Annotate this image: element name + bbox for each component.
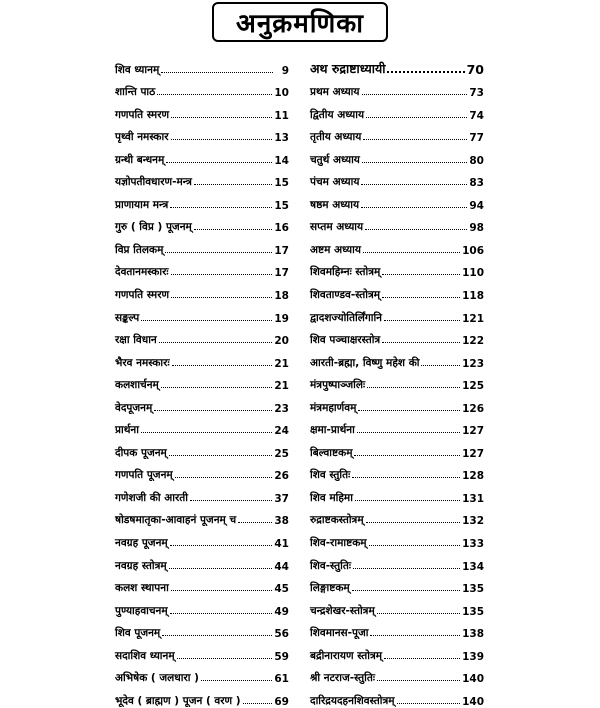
toc-entry-title: षोडषमातृका-आवाहनं पूजनम् च [115,514,237,527]
toc-page-number: 26 [274,470,289,483]
toc-page-number: 133 [462,538,484,551]
toc-page-number: 14 [274,154,289,167]
toc-entry-title: नवग्रह स्तोत्रम् [115,559,167,572]
dot-leader [161,72,273,73]
toc-entry [115,685,289,708]
dot-leader [397,703,461,704]
toc-entry [115,415,289,438]
toc-page-number: 70 [466,61,484,77]
toc-entry [115,77,289,100]
toc-page-number: 19 [274,312,289,325]
dot-leader [172,365,273,366]
toc-entry-title: दारिद्रयदहनशिवस्तोत्रम् [310,694,395,707]
toc-page-number: 140 [462,695,484,708]
toc-entry-title: कलश स्थापना [115,582,169,595]
dot-leader [384,320,460,321]
toc-entry-title: शिव पूजनम् [115,627,161,640]
dot-leader [243,703,273,704]
dot-leader [170,613,273,614]
dot-leader [362,94,468,95]
toc-entry [310,234,484,257]
toc-page-number: 83 [469,177,484,190]
toc-entry-title: शिव-स्तुतिः [310,559,351,572]
toc-entry [115,460,289,483]
toc-entry-title: शिव पञ्चाक्षरस्तोत्र [310,334,381,347]
dot-leader [194,184,272,185]
dot-leader [166,162,272,163]
toc-page-number: 25 [274,447,289,460]
toc-page-number: 9 [281,64,289,77]
dot-leader [362,162,467,163]
dot-leader [352,477,460,478]
toc-page-number: 139 [462,650,484,663]
toc-page-number: 49 [274,605,289,618]
toc-entry [115,234,289,257]
dot-leader [367,387,460,388]
toc-page-number: 127 [462,425,484,438]
dot-leader [190,500,272,501]
toc-entry [310,505,484,528]
toc-entry-title: क्षमा-प्रार्थना [310,424,355,437]
toc-entry-title: शिवमानस-पूजा [310,627,369,640]
toc-entry [115,144,289,167]
toc-entry [310,527,484,550]
toc-entry [310,77,484,100]
toc-entry [115,54,289,77]
dot-leader [238,522,272,523]
toc-entry-title: रक्षा विधान [115,334,157,347]
dot-leader [201,680,272,681]
toc-entry [115,595,289,618]
toc-section-heading [310,54,484,77]
dot-leader [354,455,460,456]
toc-entry-title: प्रार्थना [115,424,139,437]
toc-entry [115,505,289,528]
toc-entry [310,550,484,573]
toc-page-number: 69 [274,695,289,708]
page-title: अनुक्रमणिका [212,2,388,42]
dot-leader [177,658,273,659]
toc-page-number: 118 [462,290,484,303]
toc-page-number: 23 [274,402,289,415]
toc-page-number: 135 [462,605,484,618]
toc-entry-title: गणेशजी की आरती [115,491,188,504]
toc-entry [115,550,289,573]
toc-page-number: 11 [274,109,289,122]
toc-entry-title: षष्ठम अध्याय [310,198,360,211]
toc-entry [310,347,484,370]
toc-page-number: 17 [274,244,289,257]
toc-entry-title: कलशार्चनम् [115,379,159,392]
dot-leader [194,229,273,230]
toc-page-number: 59 [274,650,289,663]
toc-page-number: 21 [274,380,289,393]
toc-entry [115,618,289,641]
dot-leader [171,590,273,591]
toc-page-number: 13 [274,132,289,145]
toc-page-number: 56 [274,628,289,641]
dot-leader [377,613,460,614]
toc-entry [310,415,484,438]
toc-entry [115,325,289,348]
toc-entry-title: शिव महिमा [310,491,353,504]
dot-leader [161,387,273,388]
toc-entry-title: ग्रन्थी बन्धनम् [115,153,165,166]
toc-page-number: 127 [462,447,484,460]
toc-entry-title: शिव ध्यानम् [115,63,160,76]
toc-entry-title: देवतानमस्कारः [115,266,169,279]
dot-leader [363,139,467,140]
dot-leader [384,658,460,659]
toc-page-number: 24 [274,425,289,438]
toc-entry-title: सप्तम अध्याय [310,221,364,234]
toc-page-number: 21 [274,357,289,370]
toc-entry-title: शिव स्तुतिः [310,469,351,482]
dot-leader [141,320,272,321]
toc-entry [115,573,289,596]
toc-page-number: 126 [462,402,484,415]
toc-entry-title: बद्रीनारायण स्तोत्रम् [310,649,383,662]
toc-entry-title: गुरु ( विप्र ) पूजनम् [115,221,192,234]
dot-leader [355,500,460,501]
toc-entry [115,527,289,550]
toc-page-number: 121 [462,312,484,325]
toc-page-number: 17 [274,267,289,280]
dot-leader [157,94,272,95]
toc-entry-title: विप्र तिलकम् [115,243,164,256]
dot-leader [170,545,273,546]
toc-page-number: 37 [274,492,289,505]
toc-entry [310,167,484,190]
toc-page-number: 140 [462,673,484,686]
toc-entry-title: मंत्रपुष्पाञ्जलिः [310,379,366,392]
toc-entry [310,302,484,325]
toc-page-number: 132 [462,515,484,528]
toc-entry [310,618,484,641]
dot-leader [357,432,460,433]
toc-page-number: 20 [274,335,289,348]
toc-entry-title: आरती-ब्रह्मा, विष्णु महेश की [310,356,420,369]
right-toc-column [310,54,484,708]
toc-page-number: 106 [462,244,484,257]
toc-page-number: 131 [462,492,484,505]
toc-entry-title: दीपक पूजनम् [115,446,167,459]
toc-entry [310,279,484,302]
toc-entry [115,279,289,302]
toc-entry-title: अष्टम अध्याय [310,243,361,256]
dot-leader [382,274,460,275]
toc-page-number: 38 [274,515,289,528]
toc-entry-title: अभिषेक ( जलधारा ) [115,672,199,685]
dot-leader [382,297,460,298]
toc-entry [115,392,289,415]
toc-entry [310,640,484,663]
toc-entry [310,189,484,212]
toc-entry [310,437,484,460]
toc-page-number: 61 [274,673,289,686]
toc-entry [115,482,289,505]
toc-entry [310,370,484,393]
dot-leader [369,545,461,546]
toc-entry-title: भैरव नमस्कारः [115,356,170,369]
dot-leader [170,207,272,208]
toc-entry-title: वेदपूजनम् [115,401,153,414]
toc-entry-title: रुद्राष्टकस्तोत्रम् [310,514,364,527]
toc-entry-title: पंचम अध्याय [310,176,360,189]
toc-entry [310,325,484,348]
toc-page-number: 10 [274,87,289,100]
toc-entry-title: शिव-रामाष्टकम् [310,537,367,550]
toc-entry [310,482,484,505]
toc-entry [115,437,289,460]
toc-entry-title: शिवताण्डव-स्तोत्रम् [310,289,381,302]
dot-leader [365,229,467,230]
toc-entry [115,189,289,212]
toc-page-number: 135 [462,583,484,596]
toc-entry [115,663,289,686]
dot-leader [377,680,460,681]
dot-leader [366,522,460,523]
toc-entry [310,122,484,145]
toc-page-number: 74 [469,109,484,122]
dot-leader [382,342,460,343]
toc-entry [310,595,484,618]
dot-leader [141,432,272,433]
toc-page-number: 128 [462,470,484,483]
toc-page-number: 98 [469,222,484,235]
dot-leader [363,252,460,253]
dot-leader [175,477,273,478]
toc-page-number: 16 [274,222,289,235]
toc-entry-title: प्रथम अध्याय [310,86,360,99]
toc-entry-title: द्वितीय अध्याय [310,108,365,121]
toc-entry-title: प्राणायाम मन्त्र [115,198,169,211]
toc-entry-title: द्वादशज्योतिर्लिंगानि [310,311,383,324]
toc-page-number: 45 [274,583,289,596]
dot-leader [171,274,273,275]
toc-entry [310,392,484,415]
toc-entry [310,144,484,167]
dot-leader [154,410,272,411]
toc-page-number: 123 [462,357,484,370]
toc-page-number: 73 [469,87,484,100]
dot-leader [353,568,460,569]
dot-leader [162,635,272,636]
toc-entry-title: शिवमहिम्नः स्तोत्रम् [310,266,381,279]
toc-entry [115,257,289,280]
toc-entry [310,257,484,280]
dot-leader [361,207,467,208]
dot-leader [361,184,467,185]
toc-entry-title: बिल्वाष्टकम् [310,446,353,459]
toc-page-number: 125 [462,380,484,393]
toc-page-number: 15 [274,177,289,190]
dot-leader [352,590,460,591]
dot-leader [421,365,460,366]
dot-leader [165,252,272,253]
toc-entry-title: सङ्कल्प [115,311,140,324]
toc-page-number: 15 [274,199,289,212]
toc-entry-title: चन्द्रशेखर-स्तोत्रम् [310,604,375,617]
toc-page-number: 41 [274,538,289,551]
dot-leader [358,410,460,411]
toc-entry-title: गणपति पूजनम् [115,469,173,482]
toc-page-number: 44 [274,560,289,573]
toc-entry-title: शान्ति पाठ [115,86,156,99]
toc-entry-title: गणपति स्मरण [115,108,170,121]
toc-entry [115,347,289,370]
toc-page-number: 122 [462,335,484,348]
toc-page-number: 18 [274,290,289,303]
toc-entry-title: सदाशिव ध्यानम् [115,649,175,662]
toc-entry [115,212,289,235]
dot-leader [169,568,273,569]
toc-entry-title: नवग्रह पूजनम् [115,537,168,550]
toc-entry-title: मंत्रमहार्णवम् [310,401,357,414]
toc-page-number: 77 [469,132,484,145]
dot-leader [169,455,273,456]
toc-entry [310,685,484,708]
toc-page-number: 138 [462,628,484,641]
toc-entry-title: गणपति स्मरण [115,289,170,302]
toc-page-number: 134 [462,560,484,573]
toc-entry [115,99,289,122]
toc-entry [115,122,289,145]
dot-leader [387,71,464,73]
toc-page-number: 80 [469,154,484,167]
dot-leader [370,635,460,636]
toc-entry [115,167,289,190]
toc-entry [115,370,289,393]
dot-leader [159,342,273,343]
toc-entry [310,99,484,122]
toc-entry-title: श्री नटराज-स्तुतिः [310,672,375,685]
toc-page-number: 94 [469,199,484,212]
left-toc-column [115,54,289,708]
toc-entry-title: तृतीय अध्याय [310,131,362,144]
toc-entry [310,663,484,686]
toc-entry-title: पुण्याहवाचनम् [115,604,168,617]
toc-entry-title: पृथ्वी नमस्कार [115,131,169,144]
toc-entry-title: भूदेव ( ब्राह्मण ) पूजन ( वरण ) [115,694,241,707]
dot-leader [171,117,272,118]
toc-page-number: 110 [462,267,484,280]
toc-entry [115,302,289,325]
toc-entry-title: चतुर्थ अध्याय [310,153,360,166]
toc-entry-title: अथ रुद्राष्टाध्यायी [310,60,386,76]
dot-leader [171,297,272,298]
toc-entry [310,573,484,596]
toc-entry [310,212,484,235]
dot-leader [366,117,467,118]
toc-entry-title: यज्ञोपतीवधारण-मन्त्र [115,176,192,189]
toc-entry [310,460,484,483]
dot-leader [171,139,273,140]
toc-entry [115,640,289,663]
toc-entry-title: लिङ्गाष्टकम् [310,582,350,595]
